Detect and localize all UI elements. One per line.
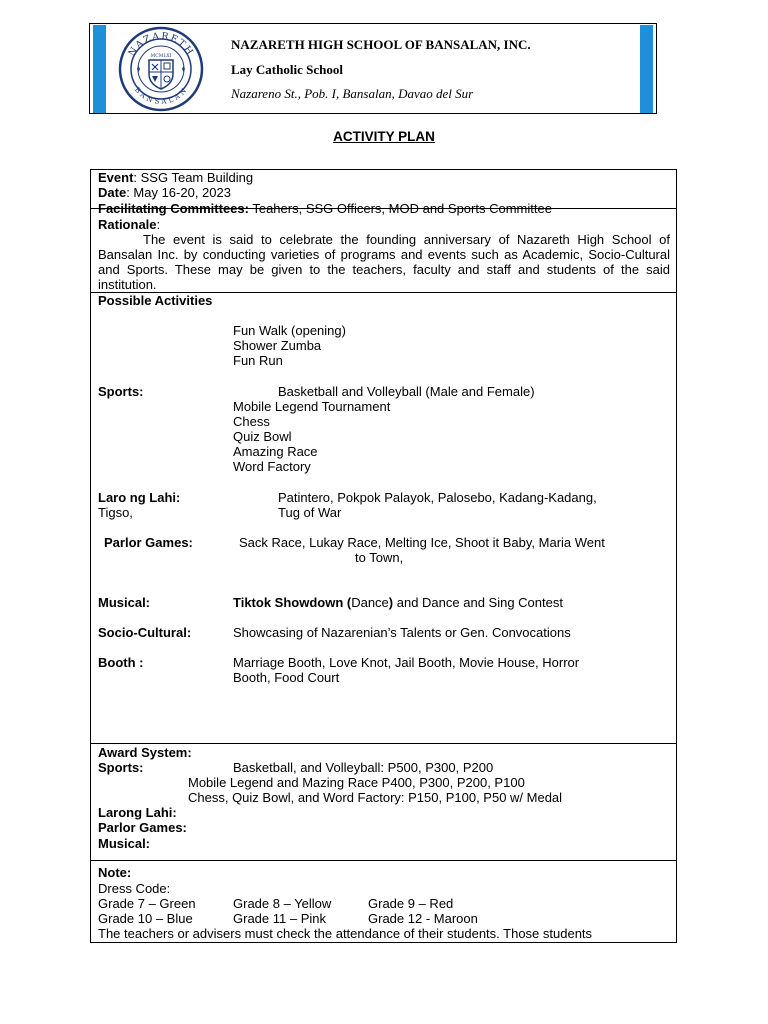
- grade-color: Grade 9 – Red: [368, 896, 454, 911]
- socio-label: Socio-Cultural:: [98, 625, 192, 640]
- award-sports-line: Mobile Legend and Mazing Race P400, P300, P200, P100: [188, 775, 525, 790]
- dress-code-label: Dress Code:: [98, 881, 171, 896]
- musical-text: Dance: [351, 595, 389, 610]
- school-address: Nazareno St., Pob. I, Bansalan, Davao del Sur: [231, 86, 474, 101]
- award-parlor-label: Parlor Games:: [98, 820, 187, 835]
- school-type: Lay Catholic School: [231, 62, 343, 77]
- date-label: Date: [98, 185, 127, 200]
- committees-label: Facilitating Committees:: [98, 201, 249, 216]
- laro-items: Patintero, Pokpok Palayok, Palosebo, Kadang-Kadang,: [278, 490, 597, 505]
- committees-value: Teahers, SSG Officers, MOD and Sports Committee: [248, 201, 552, 216]
- activity-opening-item: Shower Zumba: [233, 338, 322, 353]
- rationale-colon: :: [156, 217, 161, 232]
- grade-color: Grade 8 – Yellow: [233, 896, 332, 911]
- award-larong-label: Larong Lahi:: [98, 805, 177, 820]
- date-row: [98, 185, 231, 200]
- booth-label: Booth :: [98, 655, 144, 670]
- booth-items: Booth, Food Court: [233, 670, 340, 685]
- parlor-items: Sack Race, Lukay Race, Melting Ice, Shoot it Baby, Maria Went: [239, 535, 605, 550]
- header-accent-bar-left: [93, 25, 106, 113]
- laro-items: Tigso,: [98, 505, 133, 520]
- school-name: NAZARETH HIGH SCHOOL OF BANSALAN, INC.: [231, 37, 531, 52]
- grade-color: Grade 12 - Maroon: [368, 911, 478, 926]
- activity-opening-item: Fun Walk (opening): [233, 323, 346, 338]
- event-label: Event: [98, 170, 134, 185]
- committees-row: [98, 201, 552, 216]
- socio-value: Showcasing of Nazarenian’s Talents or Gen. Convocations: [233, 625, 571, 640]
- sports-item: Basketball and Volleyball (Male and Female): [278, 384, 535, 399]
- award-sports-line: Chess, Quiz Bowl, and Word Factory: P150, P100, P50 w/ Medal: [188, 790, 563, 805]
- sports-item: Quiz Bowl: [233, 429, 292, 444]
- musical-label: Musical:: [98, 595, 151, 610]
- sports-item: Amazing Race: [233, 444, 318, 459]
- grade-color: Grade 10 – Blue: [98, 911, 193, 926]
- sports-label: Sports:: [98, 384, 144, 399]
- event-value: : SSG Team Building: [133, 170, 254, 185]
- note-attendance-text: The teachers or advisers must check the attendance of their students. Those students: [98, 926, 593, 941]
- laro-label: Laro ng Lahi:: [98, 490, 181, 505]
- date-value: : May 16-20, 2023: [126, 185, 231, 200]
- school-header: [89, 23, 657, 114]
- header-accent-bar-right: [640, 25, 653, 113]
- sports-item: Chess: [233, 414, 270, 429]
- activity-plan-table: [90, 169, 677, 943]
- grade-color: Grade 11 – Pink: [233, 911, 326, 926]
- school-seal-logo: [118, 26, 204, 112]
- logo-year-text: MCMLXI: [150, 54, 172, 59]
- logo-top-text: NAZARETH: [126, 30, 196, 59]
- parlor-items: to Town,: [355, 550, 404, 565]
- award-musical-label: Musical:: [98, 836, 151, 851]
- rationale-heading: [98, 217, 160, 232]
- rationale-text: The event is said to celebrate the founding anniversary of Nazareth High School of Bansalan Inc. by conducting varieties of programs and events such as Academic, Socio-Cultural and Sports. These may be given to the teachers, faculty and staff and students of the said institution.: [98, 232, 670, 292]
- note-heading: Note:: [98, 865, 132, 880]
- award-sports-line: Basketball, and Volleyball: P500, P300, P200: [233, 760, 494, 775]
- musical-bold-text: Tiktok Showdown (: [233, 595, 352, 610]
- logo-bottom-text: BANSALAN: [132, 85, 190, 106]
- laro-items: Tug of War: [278, 505, 342, 520]
- page-title: ACTIVITY PLAN: [333, 129, 435, 144]
- row-divider: [91, 743, 676, 744]
- award-heading: Award System:: [98, 745, 192, 760]
- activity-opening-item: Fun Run: [233, 353, 283, 368]
- sports-item: Mobile Legend Tournament: [233, 399, 391, 414]
- musical-bold-text: ): [388, 595, 394, 610]
- parlor-label: Parlor Games:: [104, 535, 193, 550]
- event-row: [98, 170, 253, 185]
- activities-heading: Possible Activities: [98, 293, 213, 308]
- row-divider: [91, 860, 676, 861]
- booth-items: Marriage Booth, Love Knot, Jail Booth, Movie House, Horror: [233, 655, 580, 670]
- grade-color: Grade 7 – Green: [98, 896, 196, 911]
- musical-text: and Dance and Sing Contest: [393, 595, 563, 610]
- sports-item: Word Factory: [233, 459, 311, 474]
- rationale-label: Rationale: [98, 217, 157, 232]
- musical-items: [233, 595, 563, 610]
- award-sports-label: Sports:: [98, 760, 144, 775]
